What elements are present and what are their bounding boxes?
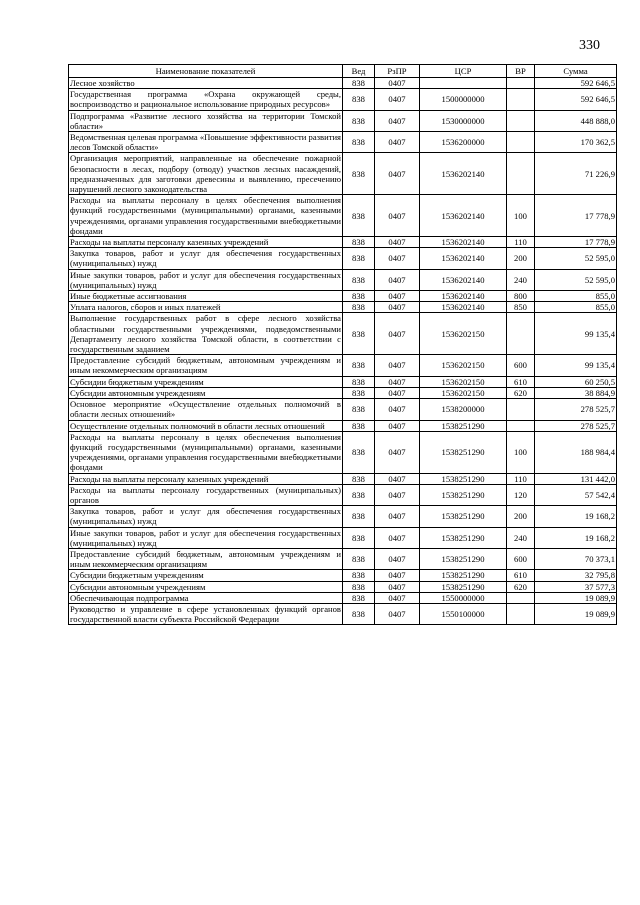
cell-sum: 60 250,5 bbox=[535, 376, 617, 387]
cell-vr: 610 bbox=[507, 570, 535, 581]
cell-rzpr: 0407 bbox=[375, 376, 420, 387]
cell-sum: 99 135,4 bbox=[535, 313, 617, 355]
cell-sum: 19 089,9 bbox=[535, 603, 617, 624]
cell-ved: 838 bbox=[343, 153, 375, 195]
cell-vr: 850 bbox=[507, 302, 535, 313]
header-rzpr: РзПР bbox=[375, 65, 420, 78]
cell-name: Расходы на выплаты персоналу в целях обеспечения выполнения функций государственными (муниципальными) органами, казенными учреждениями, органами управления государственными внебюджетными фондами bbox=[70, 195, 341, 236]
cell-name: Выполнение государственных работ в сфере лесного хозяйства областными государственными учреждениями, подведомственными Департаменту лесного хозяйства Томской области, в соответствии с государственным заданием bbox=[70, 313, 341, 355]
cell-rzpr: 0407 bbox=[375, 78, 420, 89]
cell-csr: 1536202140 bbox=[420, 195, 507, 237]
table-row bbox=[69, 269, 617, 290]
cell-ved: 838 bbox=[343, 548, 375, 569]
cell-name: Предоставление субсидий бюджетным, автономным учреждениям и иным некоммерческим организациям bbox=[70, 355, 341, 376]
header-row bbox=[69, 65, 617, 78]
cell-name: Руководство и управление в сфере установленных функций органов государственной власти субъекта Российской Федерации bbox=[70, 603, 341, 625]
header-name: Наименование показателей bbox=[69, 65, 343, 78]
cell-vr: 800 bbox=[507, 291, 535, 302]
table-row bbox=[69, 399, 617, 420]
cell-rzpr: 0407 bbox=[375, 387, 420, 398]
cell-ved: 838 bbox=[343, 132, 375, 153]
cell-rzpr: 0407 bbox=[375, 473, 420, 484]
cell-ved: 838 bbox=[343, 420, 375, 431]
cell-csr: 1536202150 bbox=[420, 376, 507, 387]
cell-sum: 52 595,0 bbox=[535, 248, 617, 269]
cell-csr: 1536202140 bbox=[420, 269, 507, 290]
cell-ved: 838 bbox=[343, 248, 375, 269]
cell-sum: 19 089,9 bbox=[535, 592, 617, 603]
cell-csr: 1538251290 bbox=[420, 506, 507, 527]
page-number: 330 bbox=[579, 38, 600, 53]
cell-rzpr: 0407 bbox=[375, 355, 420, 376]
cell-csr: 1536202140 bbox=[420, 237, 507, 248]
table-row bbox=[69, 302, 617, 313]
cell-ved: 838 bbox=[343, 376, 375, 387]
cell-vr: 620 bbox=[507, 581, 535, 592]
cell-rzpr: 0407 bbox=[375, 570, 420, 581]
table-row bbox=[69, 376, 617, 387]
cell-vr: 100 bbox=[507, 431, 535, 473]
cell-ved: 838 bbox=[343, 484, 375, 505]
cell-ved: 838 bbox=[343, 506, 375, 527]
cell-ved: 838 bbox=[343, 237, 375, 248]
cell-rzpr: 0407 bbox=[375, 195, 420, 237]
table-row bbox=[69, 237, 617, 248]
table-row bbox=[69, 473, 617, 484]
cell-vr: 110 bbox=[507, 473, 535, 484]
cell-rzpr: 0407 bbox=[375, 110, 420, 131]
cell-name: Иные закупки товаров, работ и услуг для обеспечения государственных (муниципальных) нужд bbox=[70, 269, 341, 290]
cell-name: Расходы на выплаты персоналу казенных учреждений bbox=[69, 473, 343, 484]
cell-ved: 838 bbox=[343, 78, 375, 89]
cell-sum: 52 595,0 bbox=[535, 269, 617, 290]
cell-ved: 838 bbox=[343, 603, 375, 624]
cell-csr: 1536202150 bbox=[420, 313, 507, 355]
table-row bbox=[69, 548, 617, 569]
cell-csr: 1538251290 bbox=[420, 581, 507, 592]
cell-csr: 1538251290 bbox=[420, 431, 507, 473]
cell-csr: 1550000000 bbox=[420, 592, 507, 603]
cell-csr: 1536200000 bbox=[420, 132, 507, 153]
cell-vr: 120 bbox=[507, 484, 535, 505]
table-row bbox=[69, 592, 617, 603]
cell-name: Государственная программа «Охрана окружающей среды, воспроизводство и рациональное использование природных ресурсов» bbox=[70, 89, 341, 110]
table-row bbox=[69, 527, 617, 548]
cell-vr bbox=[507, 420, 535, 431]
cell-sum: 855,0 bbox=[535, 291, 617, 302]
cell-sum: 448 888,0 bbox=[535, 110, 617, 131]
cell-name: Закупка товаров, работ и услуг для обеспечения государственных (муниципальных) нужд bbox=[70, 506, 341, 527]
cell-rzpr: 0407 bbox=[375, 291, 420, 302]
cell-rzpr: 0407 bbox=[375, 399, 420, 420]
cell-name: Уплата налогов, сборов и иных платежей bbox=[69, 302, 343, 313]
cell-sum: 99 135,4 bbox=[535, 355, 617, 376]
cell-csr: 1530000000 bbox=[420, 110, 507, 131]
cell-name: Расходы на выплаты персоналу в целях обеспечения выполнения функций государственными (муниципальными) органами, казенными учреждениями, органами управления государственными внебюджетными фондами bbox=[70, 431, 341, 473]
cell-name: Организация мероприятий, направленные на обеспечение пожарной безопасности в лесах, подбору (отводу) участков лесных насаждений, предназначенных для заготовки древесины и выявлению, пресечению нарушений лесного законодательства bbox=[70, 153, 341, 195]
cell-csr: 1538251290 bbox=[420, 473, 507, 484]
cell-sum: 57 542,4 bbox=[535, 484, 617, 505]
cell-ved: 838 bbox=[343, 581, 375, 592]
cell-ved: 838 bbox=[343, 387, 375, 398]
budget-table bbox=[68, 64, 617, 625]
table-row bbox=[69, 132, 617, 153]
table-row bbox=[69, 355, 617, 376]
header-sum: Сумма bbox=[535, 65, 617, 78]
cell-ved: 838 bbox=[343, 269, 375, 290]
cell-ved: 838 bbox=[343, 89, 375, 110]
table-row bbox=[69, 153, 617, 195]
cell-csr: 1536202150 bbox=[420, 387, 507, 398]
cell-vr: 600 bbox=[507, 548, 535, 569]
cell-csr: 1536202140 bbox=[420, 302, 507, 313]
table-row bbox=[69, 195, 617, 237]
cell-rzpr: 0407 bbox=[375, 527, 420, 548]
cell-vr bbox=[507, 89, 535, 110]
cell-ved: 838 bbox=[343, 302, 375, 313]
cell-vr: 200 bbox=[507, 248, 535, 269]
cell-sum: 70 373,1 bbox=[535, 548, 617, 569]
cell-rzpr: 0407 bbox=[375, 269, 420, 290]
cell-csr: 1536202140 bbox=[420, 291, 507, 302]
cell-ved: 838 bbox=[343, 399, 375, 420]
cell-rzpr: 0407 bbox=[375, 484, 420, 505]
cell-sum: 131 442,0 bbox=[535, 473, 617, 484]
cell-csr: 1550100000 bbox=[420, 603, 507, 624]
cell-name: Иные закупки товаров, работ и услуг для обеспечения государственных (муниципальных) нужд bbox=[70, 527, 341, 548]
cell-vr bbox=[507, 313, 535, 355]
cell-vr bbox=[507, 603, 535, 624]
cell-vr: 600 bbox=[507, 355, 535, 376]
cell-sum: 170 362,5 bbox=[535, 132, 617, 153]
cell-sum: 17 778,9 bbox=[535, 237, 617, 248]
cell-rzpr: 0407 bbox=[375, 420, 420, 431]
cell-name: Ведомственная целевая программа «Повышение эффективности развития лесов Томской области» bbox=[70, 132, 342, 153]
cell-name: Закупка товаров, работ и услуг для обеспечения государственных (муниципальных) нужд bbox=[70, 248, 341, 269]
cell-ved: 838 bbox=[343, 313, 375, 355]
table-row bbox=[69, 570, 617, 581]
cell-sum: 19 168,2 bbox=[535, 527, 617, 548]
cell-name: Основное мероприятие «Осуществление отдельных полномочий в области лесных отношений» bbox=[70, 399, 341, 420]
cell-sum: 17 778,9 bbox=[535, 195, 617, 237]
header-ved: Вед bbox=[343, 65, 375, 78]
cell-ved: 838 bbox=[343, 570, 375, 581]
cell-sum: 278 525,7 bbox=[535, 420, 617, 431]
cell-vr: 110 bbox=[507, 237, 535, 248]
cell-name: Предоставление субсидий бюджетным, автономным учреждениям и иным некоммерческим организациям bbox=[70, 548, 341, 570]
table-row bbox=[69, 248, 617, 269]
cell-ved: 838 bbox=[343, 592, 375, 603]
cell-name: Лесное хозяйство bbox=[69, 78, 343, 89]
cell-csr: 1500000000 bbox=[420, 89, 507, 110]
cell-sum: 592 646,5 bbox=[535, 89, 617, 110]
cell-csr: 1538251290 bbox=[420, 420, 507, 431]
cell-ved: 838 bbox=[343, 195, 375, 237]
cell-csr: 1536202150 bbox=[420, 355, 507, 376]
cell-ved: 838 bbox=[343, 431, 375, 473]
cell-rzpr: 0407 bbox=[375, 506, 420, 527]
table-row bbox=[69, 420, 617, 431]
cell-csr: 1538251290 bbox=[420, 570, 507, 581]
cell-sum: 855,0 bbox=[535, 302, 617, 313]
cell-name: Расходы на выплаты персоналу государственных (муниципальных) органов bbox=[70, 484, 341, 505]
cell-sum: 19 168,2 bbox=[535, 506, 617, 527]
table-row bbox=[69, 484, 617, 505]
cell-vr bbox=[507, 153, 535, 195]
cell-ved: 838 bbox=[343, 473, 375, 484]
cell-ved: 838 bbox=[343, 110, 375, 131]
table-row bbox=[69, 506, 617, 527]
table-row bbox=[69, 78, 617, 89]
cell-name: Субсидии бюджетным учреждениям bbox=[69, 570, 343, 581]
cell-rzpr: 0407 bbox=[375, 248, 420, 269]
cell-vr: 620 bbox=[507, 387, 535, 398]
cell-rzpr: 0407 bbox=[375, 313, 420, 355]
cell-name: Субсидии автономным учреждениям bbox=[69, 387, 343, 398]
cell-sum: 592 646,5 bbox=[535, 78, 617, 89]
cell-csr bbox=[420, 78, 507, 89]
table-row bbox=[69, 291, 617, 302]
cell-sum: 278 525,7 bbox=[535, 399, 617, 420]
cell-sum: 188 984,4 bbox=[535, 431, 617, 473]
cell-csr: 1538251290 bbox=[420, 484, 507, 505]
table-row bbox=[69, 603, 617, 624]
header-vr: ВР bbox=[507, 65, 535, 78]
cell-vr: 100 bbox=[507, 195, 535, 237]
cell-vr: 200 bbox=[507, 506, 535, 527]
cell-name: Осуществление отдельных полномочий в области лесных отношений bbox=[69, 420, 343, 431]
cell-ved: 838 bbox=[343, 355, 375, 376]
cell-csr: 1536202140 bbox=[420, 153, 507, 195]
cell-name: Расходы на выплаты персоналу казенных учреждений bbox=[69, 237, 343, 248]
cell-vr bbox=[507, 132, 535, 153]
table-header bbox=[69, 65, 617, 78]
cell-rzpr: 0407 bbox=[375, 592, 420, 603]
table-row bbox=[69, 89, 617, 110]
table-body bbox=[69, 78, 617, 625]
header-csr: ЦСР bbox=[420, 65, 507, 78]
cell-vr bbox=[507, 399, 535, 420]
cell-csr: 1538251290 bbox=[420, 527, 507, 548]
cell-name: Обеспечивающая подпрограмма bbox=[69, 592, 343, 603]
table-row bbox=[69, 110, 617, 131]
table-row bbox=[69, 431, 617, 473]
table-row bbox=[69, 313, 617, 355]
cell-csr: 1538200000 bbox=[420, 399, 507, 420]
cell-vr: 240 bbox=[507, 269, 535, 290]
cell-rzpr: 0407 bbox=[375, 603, 420, 624]
cell-vr bbox=[507, 78, 535, 89]
cell-rzpr: 0407 bbox=[375, 548, 420, 569]
cell-ved: 838 bbox=[343, 291, 375, 302]
table-row bbox=[69, 387, 617, 398]
cell-sum: 32 795,8 bbox=[535, 570, 617, 581]
cell-rzpr: 0407 bbox=[375, 153, 420, 195]
cell-rzpr: 0407 bbox=[375, 581, 420, 592]
cell-name: Субсидии автономным учреждениям bbox=[69, 581, 343, 592]
cell-vr bbox=[507, 592, 535, 603]
cell-name: Подпрограмма «Развитие лесного хозяйства на территории Томской области» bbox=[70, 110, 341, 131]
cell-rzpr: 0407 bbox=[375, 89, 420, 110]
cell-vr: 610 bbox=[507, 376, 535, 387]
cell-sum: 37 577,3 bbox=[535, 581, 617, 592]
cell-sum: 71 226,9 bbox=[535, 153, 617, 195]
cell-rzpr: 0407 bbox=[375, 431, 420, 473]
table-row bbox=[69, 581, 617, 592]
cell-vr: 240 bbox=[507, 527, 535, 548]
cell-name: Иные бюджетные ассигнования bbox=[69, 291, 343, 302]
cell-rzpr: 0407 bbox=[375, 132, 420, 153]
cell-csr: 1536202140 bbox=[420, 248, 507, 269]
cell-sum: 38 884,9 bbox=[535, 387, 617, 398]
cell-name: Субсидии бюджетным учреждениям bbox=[69, 376, 343, 387]
cell-vr bbox=[507, 110, 535, 131]
cell-ved: 838 bbox=[343, 527, 375, 548]
cell-rzpr: 0407 bbox=[375, 302, 420, 313]
cell-csr: 1538251290 bbox=[420, 548, 507, 569]
cell-rzpr: 0407 bbox=[375, 237, 420, 248]
